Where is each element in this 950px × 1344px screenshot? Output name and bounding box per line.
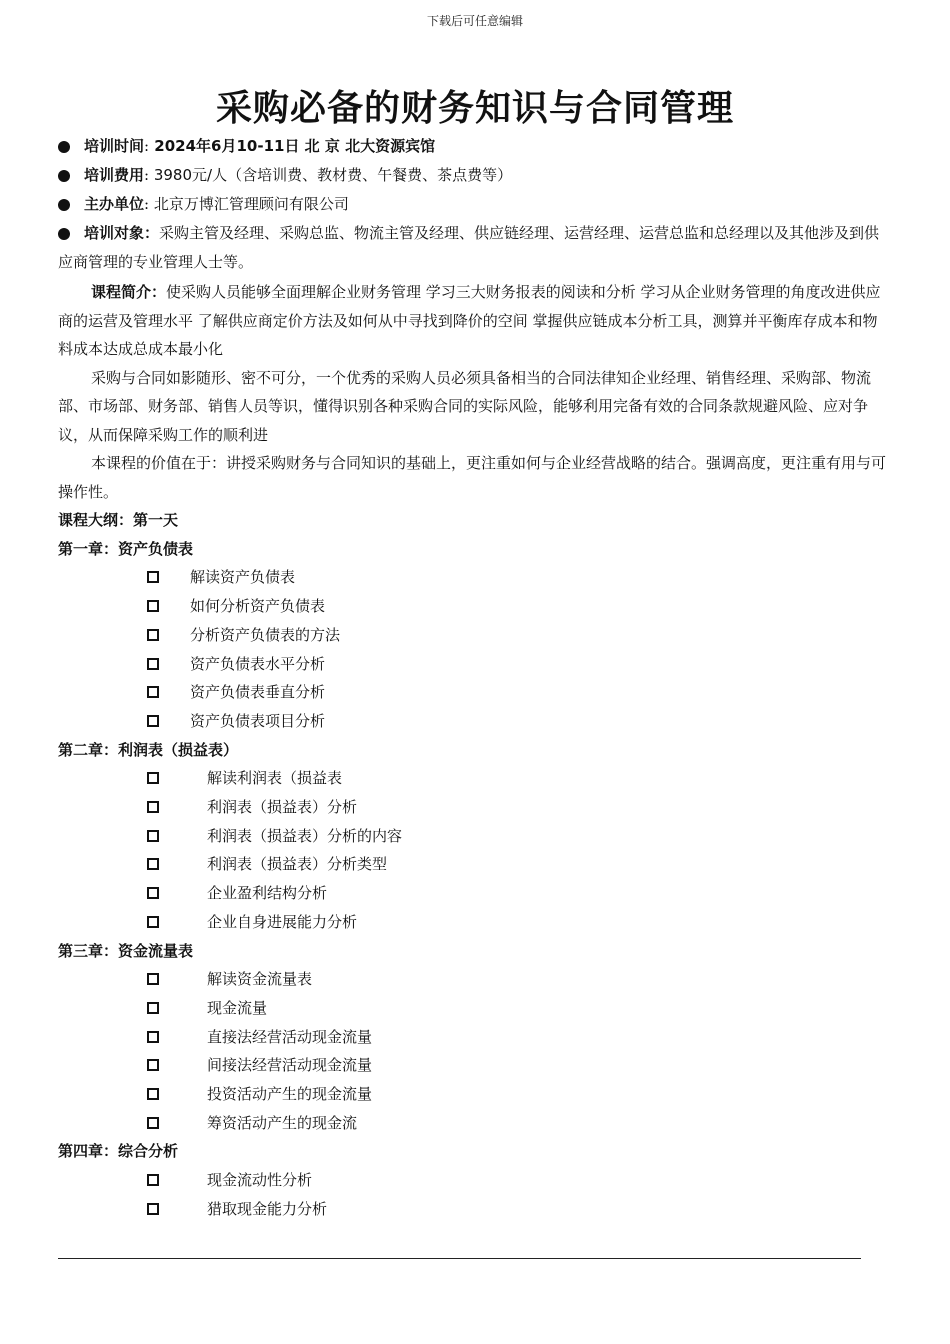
info-training-fee xyxy=(58,161,890,190)
info-value: 采购主管及经理、采购总监、物流主管及经理、供应链经理、运营经理、运营总监和总经理以及其他涉及到供应商管理的专业管理人士等。 xyxy=(58,224,880,271)
list-item xyxy=(58,994,890,1023)
checkbox-icon xyxy=(147,830,159,842)
checkbox-icon xyxy=(147,1031,159,1043)
checkbox-icon xyxy=(147,858,159,870)
intro-paragraph-3: 本课程的价值在于：讲授采购财务与合同知识的基础上，更注重如何与企业经营战略的结合。强调高度，更注重有用与可操作性。 xyxy=(58,454,887,501)
list-item xyxy=(58,650,890,679)
chapter-title: 第四章：综合分析 xyxy=(58,1142,179,1161)
bullet-icon xyxy=(58,170,70,182)
list-item xyxy=(58,1023,890,1052)
checkbox-icon xyxy=(147,887,159,899)
list-item xyxy=(58,764,890,793)
chapter-title: 第二章：利润表（损益表） xyxy=(58,740,239,759)
checkbox-icon xyxy=(147,973,159,985)
info-separator: ： xyxy=(144,224,160,242)
list-item-text: 直接法经营活动现金流量 xyxy=(207,1027,373,1046)
checkbox-icon xyxy=(147,1059,159,1071)
list-item-text: 筹资活动产生的现金流 xyxy=(207,1113,358,1132)
list-item xyxy=(58,1109,890,1138)
list-item-text: 现金流量 xyxy=(207,998,268,1017)
list-item-text: 利润表（损益表）分析 xyxy=(207,798,358,817)
list-item xyxy=(58,879,890,908)
list-item-text: 资产负债表垂直分析 xyxy=(190,683,326,702)
list-item-text: 解读资金流量表 xyxy=(207,970,313,989)
list-item-text: 解读资产负债表 xyxy=(190,568,296,587)
info-audience xyxy=(58,219,890,277)
info-separator: : xyxy=(144,137,150,155)
chapter-4 xyxy=(58,1137,890,1223)
chapter-2 xyxy=(58,736,890,937)
list-item xyxy=(58,1195,890,1224)
checkbox-icon xyxy=(147,600,159,612)
list-item-text: 企业盈利结构分析 xyxy=(207,884,328,903)
intro-paragraph-2: 采购与合同如影随形、密不可分，一个优秀的采购人员必须具备相当的合同法律知企业经理、销售经理、采购部、物流部、市场部、财务部、销售人员等识，懂得识别各种采购合同的实际风险，能够利用完备有效的合同条款规避风险、应对争议，从而保障采购工作的顺利进 xyxy=(58,368,872,444)
info-organizer xyxy=(58,190,890,219)
checkbox-icon xyxy=(147,571,159,583)
list-item xyxy=(58,822,890,851)
checkbox-icon xyxy=(147,1117,159,1129)
list-item-text: 如何分析资产负债表 xyxy=(190,597,326,616)
info-training-time xyxy=(58,132,890,161)
list-item xyxy=(58,908,890,937)
list-item-text: 企业自身进展能力分析 xyxy=(207,912,358,931)
checkbox-icon xyxy=(147,1174,159,1186)
chapter-title: 第一章：资产负债表 xyxy=(58,539,194,558)
info-label: 培训对象 xyxy=(84,224,145,242)
info-list xyxy=(58,132,890,277)
list-item xyxy=(58,563,890,592)
info-label: 培训时间 xyxy=(84,137,145,155)
info-label: 主办单位 xyxy=(84,195,145,213)
list-item xyxy=(58,1051,890,1080)
list-item-text: 利润表（损益表）分析类型 xyxy=(207,855,388,874)
list-item-text: 投资活动产生的现金流量 xyxy=(207,1085,373,1104)
intro-paragraph-1 xyxy=(58,278,890,364)
bullet-icon xyxy=(58,199,70,211)
list-item xyxy=(58,707,890,736)
chapter-3 xyxy=(58,937,890,1138)
list-item xyxy=(58,621,890,650)
list-item-text: 解读利润表（损益表 xyxy=(207,769,343,788)
checkbox-icon xyxy=(147,916,159,928)
list-item-text: 间接法经营活动现金流量 xyxy=(207,1056,373,1075)
list-item-text: 猎取现金能力分析 xyxy=(207,1199,328,1218)
document-body xyxy=(58,132,890,1224)
checkbox-icon xyxy=(147,658,159,670)
info-value: 3980元/人 xyxy=(149,166,228,184)
checkbox-icon xyxy=(147,772,159,784)
intro-text: 使采购人员能够全面理解企业财务管理 学习三大财务报表的阅读和分析 学习从企业财务管理的角度改进供应商的运营及管理水平 了解供应商定价方法及如何从中寻找到降价的空间 掌握供应链成本分析工具，测算并平衡库存成本和物料成本达成总成本最小化 xyxy=(58,283,881,358)
list-item xyxy=(58,678,890,707)
checkbox-icon xyxy=(147,801,159,813)
list-item-text: 资产负债表水平分析 xyxy=(190,654,326,673)
checkbox-icon xyxy=(147,629,159,641)
list-item xyxy=(58,793,890,822)
header-note: 下载后可任意编辑 xyxy=(426,14,523,28)
list-item xyxy=(58,850,890,879)
chapter-title: 第三章：资金流量表 xyxy=(58,941,194,960)
info-value: 2024年6月10-11日 北 京 北大资源宾馆 xyxy=(149,137,436,155)
list-item xyxy=(58,1166,890,1195)
list-item-text: 现金流动性分析 xyxy=(207,1171,313,1190)
list-item xyxy=(58,1080,890,1109)
document-title: 采购必备的财务知识与合同管理 xyxy=(215,88,734,129)
intro-label: 课程简介： xyxy=(91,283,167,301)
bullet-icon xyxy=(58,228,70,240)
bullet-icon xyxy=(58,141,70,153)
checkbox-icon xyxy=(147,1002,159,1014)
list-item xyxy=(58,592,890,621)
footer-divider xyxy=(58,1258,861,1259)
info-separator: : xyxy=(144,195,150,213)
info-value: 北京万博汇管理顾问有限公司 xyxy=(149,195,349,213)
list-item-text: 利润表（损益表）分析的内容 xyxy=(207,826,403,845)
info-label: 培训费用 xyxy=(84,166,145,184)
checkbox-icon xyxy=(147,715,159,727)
list-item-text: 分析资产负债表的方法 xyxy=(190,625,341,644)
checkbox-icon xyxy=(147,1203,159,1215)
outline-title: 课程大纲：第一天 xyxy=(58,511,179,529)
checkbox-icon xyxy=(147,1088,159,1100)
chapter-1 xyxy=(58,535,890,736)
list-item xyxy=(58,965,890,994)
info-extra: （含培训费、教材费、午餐费、茶点费等） xyxy=(227,166,513,184)
checkbox-icon xyxy=(147,686,159,698)
list-item-text: 资产负债表项目分析 xyxy=(190,711,326,730)
info-separator: : xyxy=(144,166,150,184)
